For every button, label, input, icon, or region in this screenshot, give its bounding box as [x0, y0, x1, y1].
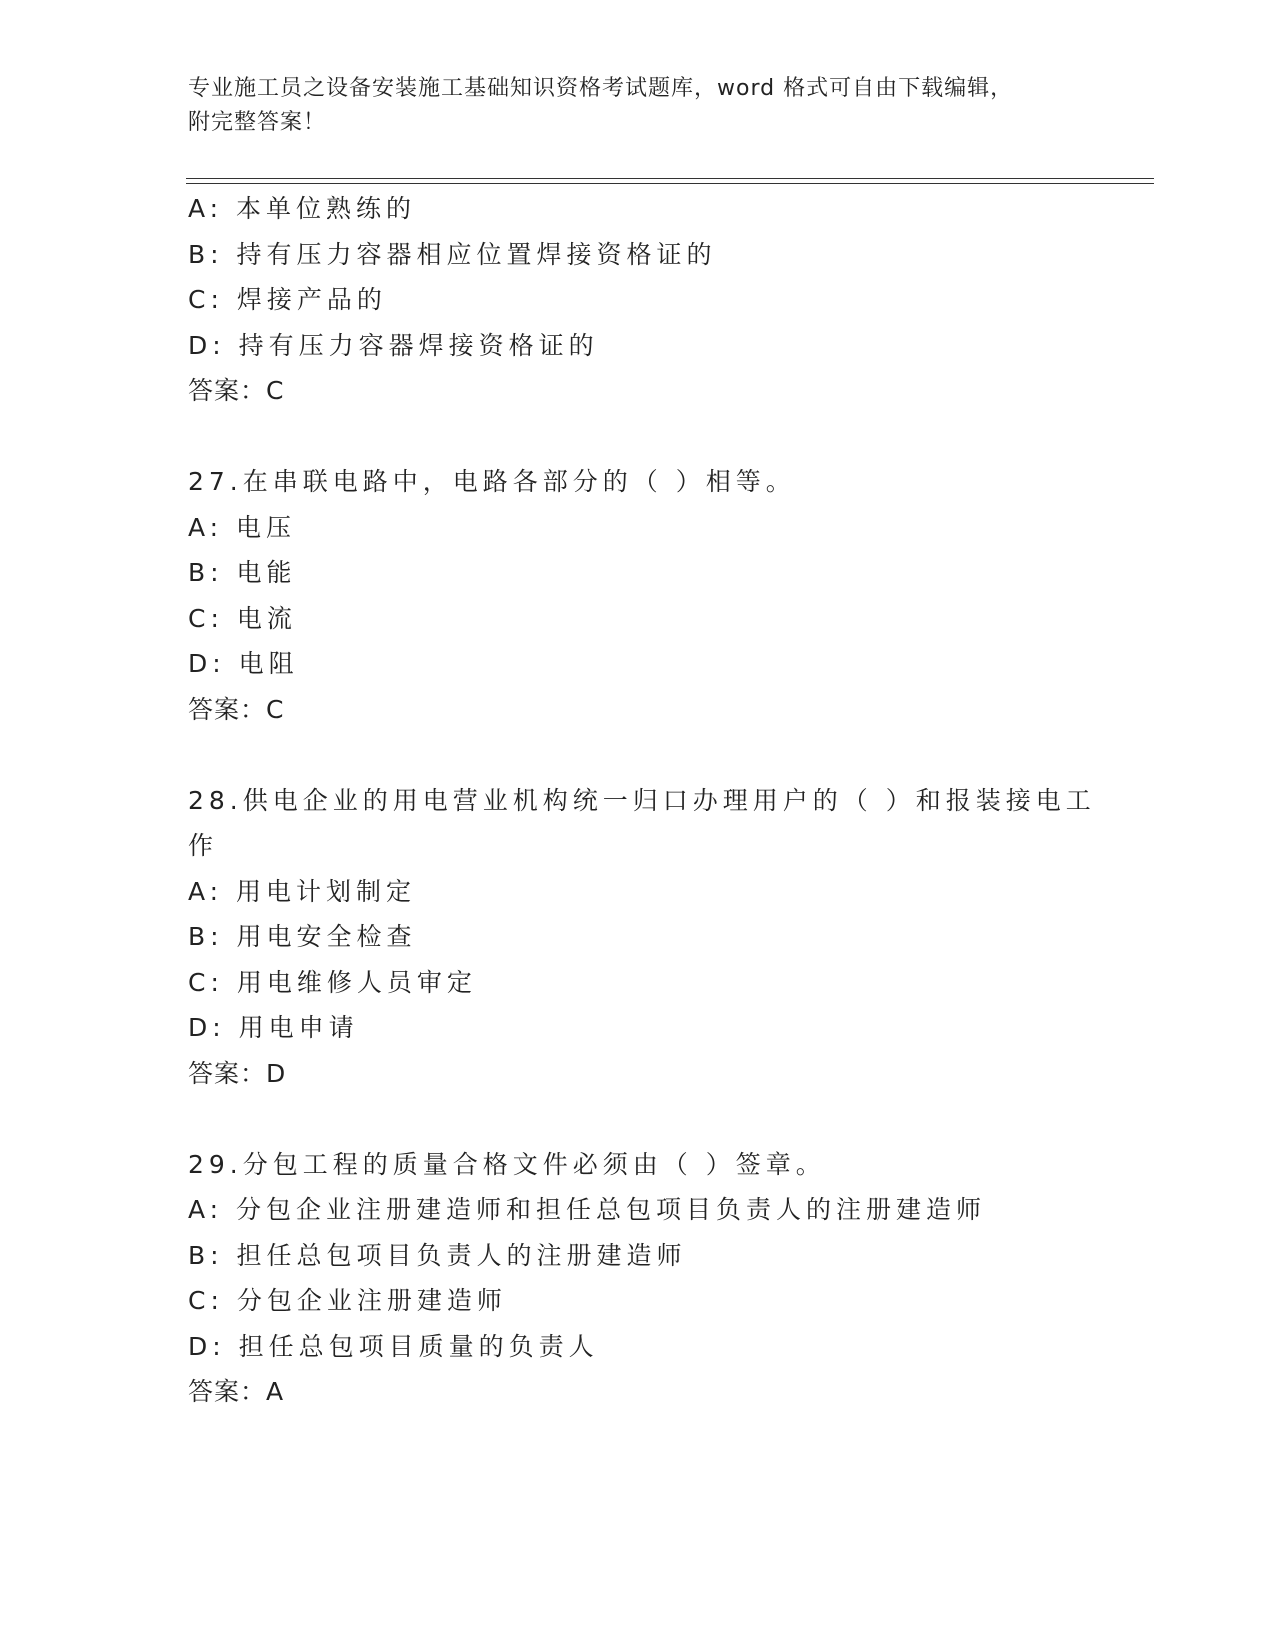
- q29-option-c: C: 分包企业注册建造师: [188, 1286, 507, 1315]
- q29-answer: 答案：A: [188, 1377, 285, 1406]
- q28-question-line-2: 作: [188, 831, 219, 860]
- q28-question-line-1: 28.供电企业的用电营业机构统一归口办理用户的（ ）和报装接电工: [188, 786, 1096, 815]
- q27-option-c: C: 电流: [188, 604, 297, 633]
- header-divider-top: [186, 178, 1154, 179]
- q28-option-b: B: 用电安全检查: [188, 922, 417, 951]
- q29-option-b: B: 担任总包项目负责人的注册建造师: [188, 1241, 687, 1270]
- header-divider-bottom: [186, 183, 1154, 184]
- q27-option-a: A: 电压: [188, 513, 297, 542]
- q27-question: 27.在串联电路中，电路各部分的（ ）相等。: [188, 467, 796, 496]
- q26-option-d: D: 持有压力容器焊接资格证的: [188, 331, 599, 360]
- q26-option-c: C: 焊接产品的: [188, 285, 387, 314]
- q29-option-d: D: 担任总包项目质量的负责人: [188, 1332, 599, 1361]
- q26-option-a: A: 本单位熟练的: [188, 194, 417, 223]
- q28-option-c: C: 用电维修人员审定: [188, 968, 477, 997]
- q29-option-a: A: 分包企业注册建造师和担任总包项目负责人的注册建造师: [188, 1195, 987, 1224]
- q29-question: 29.分包工程的质量合格文件必须由（ ）签章。: [188, 1150, 826, 1179]
- q26-option-b: B: 持有压力容器相应位置焊接资格证的: [188, 240, 717, 269]
- q27-option-b: B: 电能: [188, 558, 297, 587]
- header-line-2: 附完整答案！: [188, 110, 327, 135]
- header-line-1: 专业施工员之设备安装施工基础知识资格考试题库，word 格式可自由下载编辑，: [188, 76, 1014, 101]
- document-header: [188, 72, 1088, 140]
- q27-answer: 答案：C: [188, 695, 285, 724]
- q27-option-d: D: 电阻: [188, 649, 299, 678]
- q28-option-a: A: 用电计划制定: [188, 877, 417, 906]
- q26-answer: 答案：C: [188, 376, 285, 405]
- q28-option-d: D: 用电申请: [188, 1013, 359, 1042]
- q28-answer: 答案：D: [188, 1059, 287, 1088]
